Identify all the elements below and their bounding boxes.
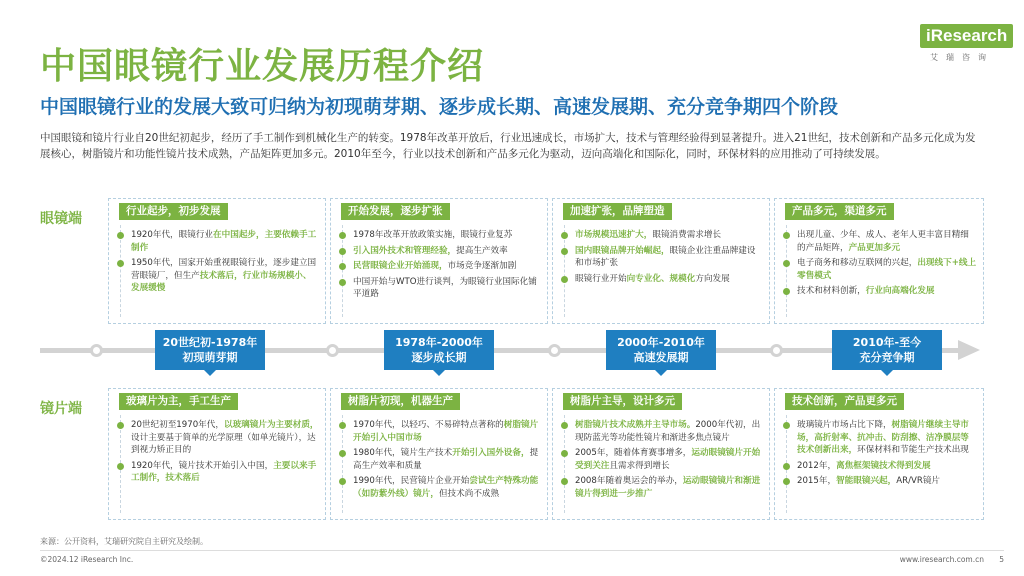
bullet-dot-icon	[783, 422, 790, 429]
highlight-text: 出现线下+线上零售模式	[797, 258, 977, 281]
bullet-item	[131, 257, 319, 295]
highlight-text: 运动眼镜镜片开始受到关注	[575, 448, 761, 471]
bullet-text: 2005年，随着体育赛事增多，	[575, 448, 692, 458]
bullet-text: 技术和材料创新，	[797, 286, 866, 296]
bullet-dot-icon	[339, 279, 346, 286]
website-url: www.iresearch.com.cn	[899, 555, 984, 564]
stage-period: 2000年-2010年	[617, 336, 705, 349]
bullet-text: 眼镜企业注重品牌建设和市场扩张	[575, 245, 756, 268]
bullet-item	[353, 260, 541, 273]
eyewear-card-4	[774, 198, 984, 324]
bullet-text: 眼镜消费需求增长	[652, 230, 722, 240]
card-tag: 开始发展，逐步扩张	[341, 203, 450, 220]
eyewear-card-3	[552, 198, 770, 324]
stage-name: 初现萌芽期	[182, 351, 238, 364]
card-tag: 树脂片主导，设计多元	[563, 393, 682, 410]
bullet-text: 玻璃镜片市场占比下降，	[797, 420, 892, 430]
bullet-text: 2012年，	[797, 460, 837, 471]
stage-period: 1978年-2000年	[395, 336, 483, 349]
bullet-item	[353, 475, 541, 500]
bullet-list	[131, 419, 319, 488]
bullet-text: 环保材料和节能生产技术出现	[857, 445, 969, 455]
stage-name: 充分竞争期	[859, 351, 915, 364]
timeline-node	[326, 344, 339, 357]
stage-name: 高速发展期	[633, 351, 689, 364]
card-tag: 行业起步，初步发展	[119, 203, 228, 220]
copyright: ©2024.12 iResearch Inc.	[40, 555, 134, 564]
bullet-item	[353, 229, 541, 242]
stage-badge-2	[384, 330, 494, 370]
highlight-text: 民营眼镜企业开始涌现，	[353, 261, 448, 271]
bullet-text: 但技术尚不成熟	[438, 488, 500, 499]
bullet-text: AR/VR镜片	[896, 476, 941, 486]
logo-name: iResearch	[920, 24, 1013, 48]
bullet-item	[797, 460, 977, 473]
eyewear-card-2	[330, 198, 548, 324]
bullet-dot-icon	[117, 422, 124, 429]
bullet-text: 眼镜行业开始	[575, 273, 627, 284]
bullet-dot-icon	[117, 260, 124, 267]
bullet-item	[131, 419, 319, 457]
highlight-text: 尝试生产特殊功能（如防紫外线）镜片，	[353, 476, 539, 499]
timeline-arrow-icon	[958, 340, 980, 360]
bullet-text: 提高生产效率和质量	[353, 448, 539, 471]
bullet-dot-icon	[339, 450, 346, 457]
bullet-list	[797, 419, 977, 491]
lens-card-4	[774, 388, 984, 520]
stage-badge-4	[832, 330, 942, 370]
stage-period: 2010年-至今	[852, 336, 922, 349]
bullet-text: 1980年代，镜片生产技术	[353, 448, 453, 458]
bullet-item	[797, 229, 977, 254]
bullet-text: 1990年代，民营镜片企业开始	[353, 476, 470, 486]
stage-name: 逐步成长期	[411, 351, 467, 364]
bullet-list	[353, 229, 541, 304]
logo-sub: 艾瑞咨询	[930, 53, 994, 62]
bullet-dot-icon	[561, 422, 568, 429]
bullet-item	[797, 475, 977, 488]
bullet-text: 1970年代，以轻巧、不易碎特点著称的	[353, 420, 504, 430]
bullet-text: 提高生产效率	[456, 245, 508, 256]
bullet-text: 电子商务和移动互联网的兴起，	[797, 258, 918, 268]
bullet-list	[575, 419, 763, 503]
card-tag: 产品多元，渠道多元	[785, 203, 894, 220]
bullet-dot-icon	[117, 232, 124, 239]
bullet-dot-icon	[339, 263, 346, 270]
bullet-text: 设计主要基于简单的光学原理（如单光镜片），达到视力矫正目的	[131, 432, 316, 455]
lens-card-1	[108, 388, 326, 520]
bullet-item	[575, 447, 763, 472]
bullet-dot-icon	[339, 422, 346, 429]
timeline-node	[548, 344, 561, 357]
bullet-dot-icon	[783, 463, 790, 470]
highlight-text: 树脂镜片继续主导市场，高折射率、抗冲击、防刮擦、洁净膜层等技术创新出来，	[797, 420, 969, 455]
bullet-item	[797, 419, 977, 457]
bullet-list	[797, 229, 977, 301]
highlight-text: 离焦框架镜技术得到发展	[836, 460, 931, 471]
bullet-text: 1920年代，眼镜行业	[131, 230, 214, 240]
intro-paragraph: 中国眼镜和镜片行业自20世纪初起步，经历了手工制作到机械化生产的转变。1978年改革开放后，行业迅速成长，市场扩大，技术与管理经验得到显著提升。进入21世纪，技术创新和产品多元化成为发展核心，树脂镜片和功能性镜片技术成熟，产品矩阵更加多元。2010年至今，行业以技术创新和产品多元化为驱动，迈向高端化和国际化，同时，环保材料的应用推动了可持续发展。	[40, 132, 976, 160]
lens-card-2	[330, 388, 548, 520]
highlight-text: 产品更加多元	[848, 242, 901, 253]
bullet-dot-icon	[561, 450, 568, 457]
bullet-dot-icon	[339, 232, 346, 239]
bullet-list	[575, 229, 763, 288]
stage-badge-1	[155, 330, 265, 370]
bullet-dot-icon	[117, 463, 124, 470]
bullet-dot-icon	[561, 248, 568, 255]
bullet-dot-icon	[783, 260, 790, 267]
page-title: 中国眼镜行业发展历程介绍	[40, 46, 485, 87]
highlight-text: 引入国外技术和管理经验，	[353, 245, 457, 256]
highlight-text: 主要以来手工制作，技术落后	[131, 460, 317, 483]
timeline-node	[770, 344, 783, 357]
footer-divider	[40, 550, 1004, 551]
bullet-text: 出现儿童、少年、成人、老年人更丰富目精细的产品矩阵，	[797, 230, 969, 253]
bullet-item	[575, 229, 763, 242]
bullet-item	[797, 285, 977, 298]
bullet-item	[353, 276, 541, 301]
timeline-node	[90, 344, 103, 357]
card-tag: 玻璃片为主，手工生产	[119, 393, 238, 410]
lens-card-3	[552, 388, 770, 520]
highlight-text: 智能眼镜兴起，	[836, 476, 897, 486]
bullet-text: 2000年代初，出现防蓝光等功能性镜片和渐进多焦点镜片	[575, 420, 761, 443]
card-tag: 技术创新，产品更多元	[785, 393, 904, 410]
bullet-item	[797, 257, 977, 282]
bullet-dot-icon	[783, 478, 790, 485]
highlight-text: 以玻璃镜片为主要材质，	[223, 420, 319, 430]
highlight-text: 开始引入国外设备，	[452, 448, 530, 458]
bullet-item	[575, 273, 763, 286]
bullet-text: 2015年，	[797, 476, 837, 486]
highlight-text: 在中国起步，主要依赖手工制作	[131, 230, 317, 253]
bullet-dot-icon	[561, 478, 568, 485]
bullet-text: 1978年改革开放政策实施，眼镜行业复苏	[353, 230, 513, 240]
bullet-text: 1920年代，镜片技术开始引入中国，	[131, 460, 274, 471]
bullet-dot-icon	[783, 232, 790, 239]
highlight-text: 运动眼镜镜片和渐进镜片得到进一步推广	[575, 476, 761, 499]
page-subtitle: 中国眼镜行业的发展大致可归纳为初现萌芽期、逐步成长期、高速发展期、充分竞争期四个阶段	[40, 96, 839, 118]
bullet-item	[575, 245, 763, 270]
card-tag: 树脂片初现，机器生产	[341, 393, 460, 410]
highlight-text: 树脂镜片技术成熟并主导市场。	[575, 420, 696, 430]
stage-period: 20世纪初-1978年	[162, 336, 258, 349]
bullet-text: 市场竞争逐渐加剧	[447, 261, 517, 271]
card-guide-line	[342, 415, 343, 513]
bullet-text: 20世纪初至1970年代，	[131, 420, 224, 430]
row-label-eyewear: 眼镜端	[40, 211, 82, 227]
bullet-dot-icon	[561, 276, 568, 283]
bullet-text: 2008年随着奥运会的举办，	[575, 476, 683, 486]
highlight-text: 向专业化、规模化	[626, 273, 696, 284]
page-number: 5	[999, 555, 1004, 564]
card-guide-line	[564, 415, 565, 513]
bullet-text: 且需求得到增长	[609, 460, 670, 471]
source-note: 来源：公开资料，艾瑞研究院自主研究及绘制。	[40, 537, 208, 546]
highlight-text: 技术落后，行业市场规模小、发展缓慢	[131, 270, 312, 293]
bullet-dot-icon	[561, 232, 568, 239]
bullet-item	[353, 447, 541, 472]
eyewear-card-1	[108, 198, 326, 324]
bullet-dot-icon	[783, 288, 790, 295]
bullet-text: 1950年代，国家开始重视眼镜行业，逐步建立国营眼镜厂，但生产	[131, 258, 317, 281]
bullet-list	[353, 419, 541, 503]
highlight-text: 国内眼镜品牌开始崛起，	[575, 245, 670, 256]
bullet-item	[131, 460, 319, 485]
highlight-text: 市场规模迅速扩大，	[575, 230, 653, 240]
row-label-lens: 镜片端	[40, 401, 82, 417]
bullet-dot-icon	[339, 478, 346, 485]
stage-badge-3	[606, 330, 716, 370]
iresearch-logo	[920, 24, 1008, 63]
bullet-list	[131, 229, 319, 298]
highlight-text: 行业向高端化发展	[865, 286, 935, 296]
bullet-item	[575, 419, 763, 444]
highlight-text: 树脂镜片开始引入中国市场	[353, 420, 539, 443]
bullet-text: 中国开始与WTO进行谈判，为眼镜行业国际化铺平道路	[353, 276, 537, 299]
bullet-text: 方向发展	[695, 273, 730, 284]
bullet-item	[353, 419, 541, 444]
bullet-item	[353, 245, 541, 258]
bullet-dot-icon	[339, 248, 346, 255]
card-tag: 加速扩张，品牌塑造	[563, 203, 672, 220]
bullet-item	[575, 475, 763, 500]
bullet-item	[131, 229, 319, 254]
